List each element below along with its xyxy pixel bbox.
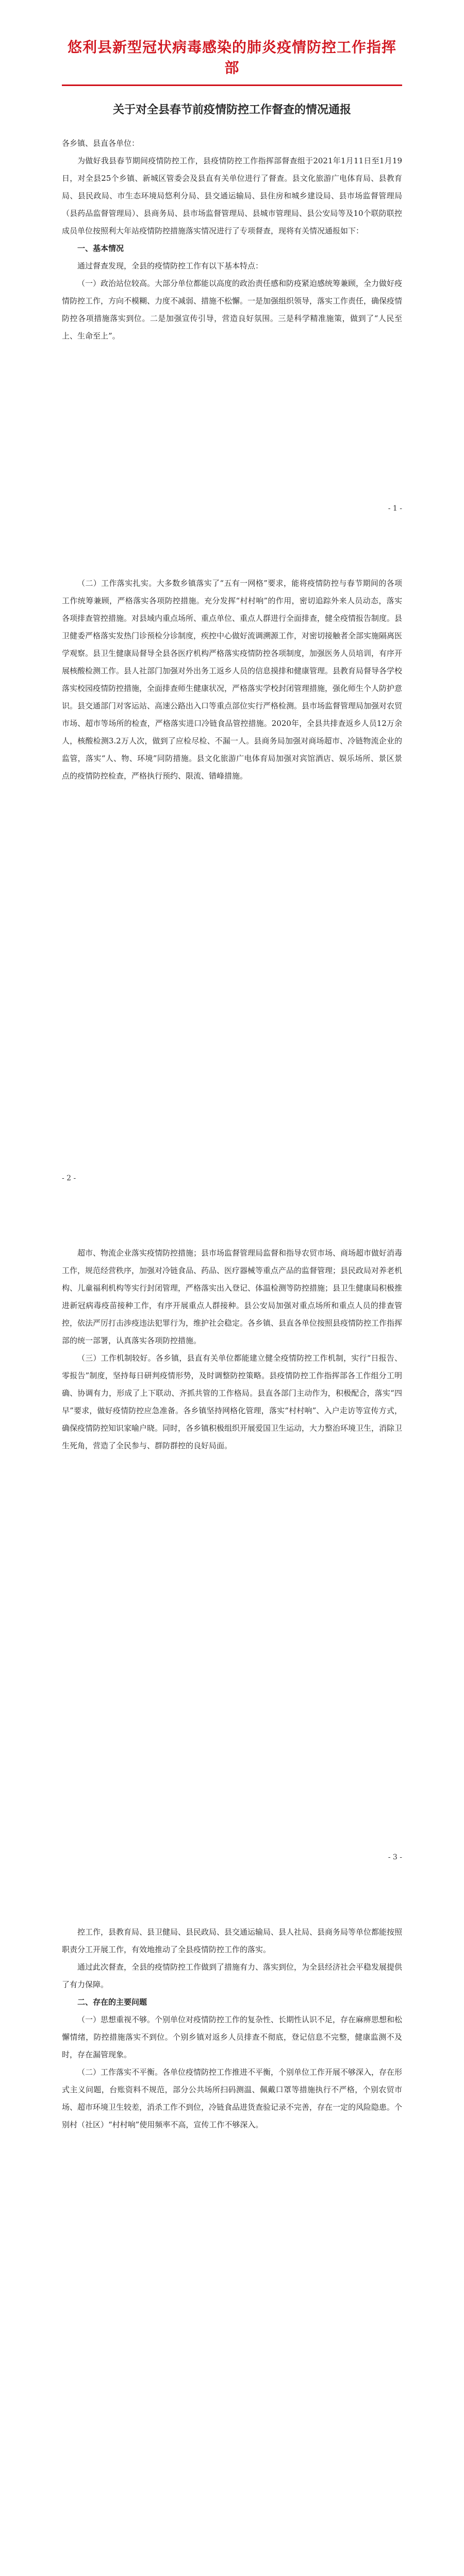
paragraph: （一）政治站位较高。大部分单位都能以高度的政治责任感和防疫紧迫感统筹兼顾，全力做好疫情防控工作，方向不模糊、力度不减弱、措施不松懈。一是加强组织领导，落实工作责任，确保疫情防控各项措施落实到位。二是加强宣传引导，营造良好氛围。三是科学精准施策，做到了“人民至上、生命至上”。 [62,279,403,341]
paragraph: （二）工作落实扎实。大多数乡镇落实了“五有一网格”要求，能将疫情防控与春节期间的各项工作统筹兼顾，严格落实各项防控措施。充分发挥“村村响”的作用，密切追踪外来人员动态，落实各项排查管控措施。对县域内重点场所、重点单位、重点人群进行全面排查，健全疫情报告制度。县卫健委严格落实发热门诊预检分诊制度，疾控中心做好流调溯源工作，对密切接触者全部实施隔离医学观察。县卫生健康局督导全县各医疗机构严格落实疫情防控各项制度，加强医务人员培训，有序开展核酸检测工作。县人社部门加强对外出务工返乡人员的信息摸排和健康管理。县教育局督导各学校落实校园疫情防控措施，全面排查师生健康状况，严格落实学校封闭管理措施，强化师生个人防护意识。县交通部门对客运站、高速公路出入口等重点部位实行严格检测。县市场监督管理局加强对农贸市场、超市等场所的检查，严格落实进口冷链食品管控措施。2020年，全县共排查返乡人员12万余人，核酸检测3.2万人次，做到了应检尽检、不漏一人。县商务局加强对商场超市、冷链物流企业的监管，落实“人、物、环境”同防措施。县文化旅游广电体育局加强对宾馆酒店、娱乐场所、景区景点的疫情防控检查，严格执行预约、限流、错峰措施。 [62,579,403,781]
salutation: 各乡镇、县直各单位： [62,139,140,148]
paragraph: 超市、物流企业落实疫情防控措施；县市场监督管理局监督和指导农贸市场、商场超市做好消毒工作，规范经营秩序，加强对冷链食品、药品、医疗器械等重点产品的监督管理；县民政局对养老机构、儿童福利机构等实行封闭管理，严格落实出入登记、体温检测等防控措施；县卫生健康局积极推进新冠病毒疫苗接种工作，有序开展重点人群接种。县公安局加强对重点场所和重点人员的排查管控，依法严厉打击涉疫违法犯罪行为，维护社会稳定。各乡镇、县直各单位按照县疫情防控工作指挥部的统一部署，认真落实各项防控措施。 [62,1248,403,1345]
section-heading: 一、基本情况 [77,244,124,253]
document-title: 关于对全县春节前疫情防控工作督查的情况通报 [112,103,351,116]
page-3 [0,1208,464,1887]
page-1 [0,0,464,538]
paragraph: 控工作，县教育局、县卫健局、县民政局、县交通运输局、县人社局、县商务局等单位都能按照职责分工开展工作，有效地推动了全县疫情防控工作的落实。 [62,1927,403,1954]
section-heading: 二、存在的主要问题 [77,1997,147,2007]
paragraph: 通过督查发现，全县的疫情防控工作有以下基本特点： [77,261,263,270]
paragraph: 通过此次督查，全县的疫情防控工作做到了措施有力、落实到位，为全县经济社会平稳发展提供了有力保障。 [62,1962,403,1989]
paragraph: 为做好我县春节期间疫情防控工作，县疫情防控工作指挥部督查组于2021年1月11日至1月19日，对全县25个乡镇、新城区管委会及县直有关单位进行了督查。县文化旅游广电体育局、县教育局、县民政局、市生态环境局悠利分局、县交通运输局、县住房和城乡建设局、县市场监督管理局（县药品监督管理局）、县商务局、县市场监督管理局、县城市管理局、县公安局等及10个联防联控成员单位按照利大年站疫情防控措施落实情况进行了专项督查，现将有关情况通报如下： [62,156,402,235]
page-number: - 2 - [62,1174,76,1182]
paragraph: （三）工作机制较好。各乡镇，县直有关单位都能建立健全疫情防控工作机制，实行“日报告、零报告”制度，坚持每日研判疫情形势，及时调整防控策略。县疫情防控工作指挥部各工作组分工明确、协调有力，形成了上下联动、齐抓共管的工作格局。县直各部门主动作为，积极配合，落实“四早”要求，做好疫情防控应急准备。各乡镇坚持网格化管理，落实“村村响”、入户走访等宣传方式，确保疫情防控知识家喻户晓。同时，各乡镇积极组织开展爱国卫生运动，大力整治环境卫生，消除卫生死角，营造了全民参与、群防群控的良好局面。 [62,1353,403,1450]
paragraph: （二）工作落实不平衡。各单位疫情防控工作推进不平衡，个别单位工作开展不够深入，存在形式主义问题，台账资料不规范，部分公共场所扫码测温、佩戴口罩等措施执行不严格，个别农贸市场、超市环境卫生较差，消杀工作不到位，冷链食品进货查验记录不完善，存在一定的风险隐患。个别村（社区）“村村响”使用频率不高，宣传工作不够深入。 [62,2067,403,2129]
header-red-rule [62,84,402,86]
page-number: - 1 - [388,504,402,513]
page-number: - 3 - [388,1853,402,1861]
page-4 [0,1887,464,2576]
paragraph: （一）思想重视不够。个别单位对疫情防控工作的复杂性、长期性认识不足，存在麻痹思想和松懈情绪，防控措施落实不到位。个别乡镇对返乡人员排查不彻底，登记信息不完整，健康监测不及时，存在漏管现象。 [62,2015,403,2059]
page-2 [0,538,464,1208]
org-header-title: 悠利县新型冠状病毒感染的肺炎疫情防控工作指挥部 [67,39,396,76]
